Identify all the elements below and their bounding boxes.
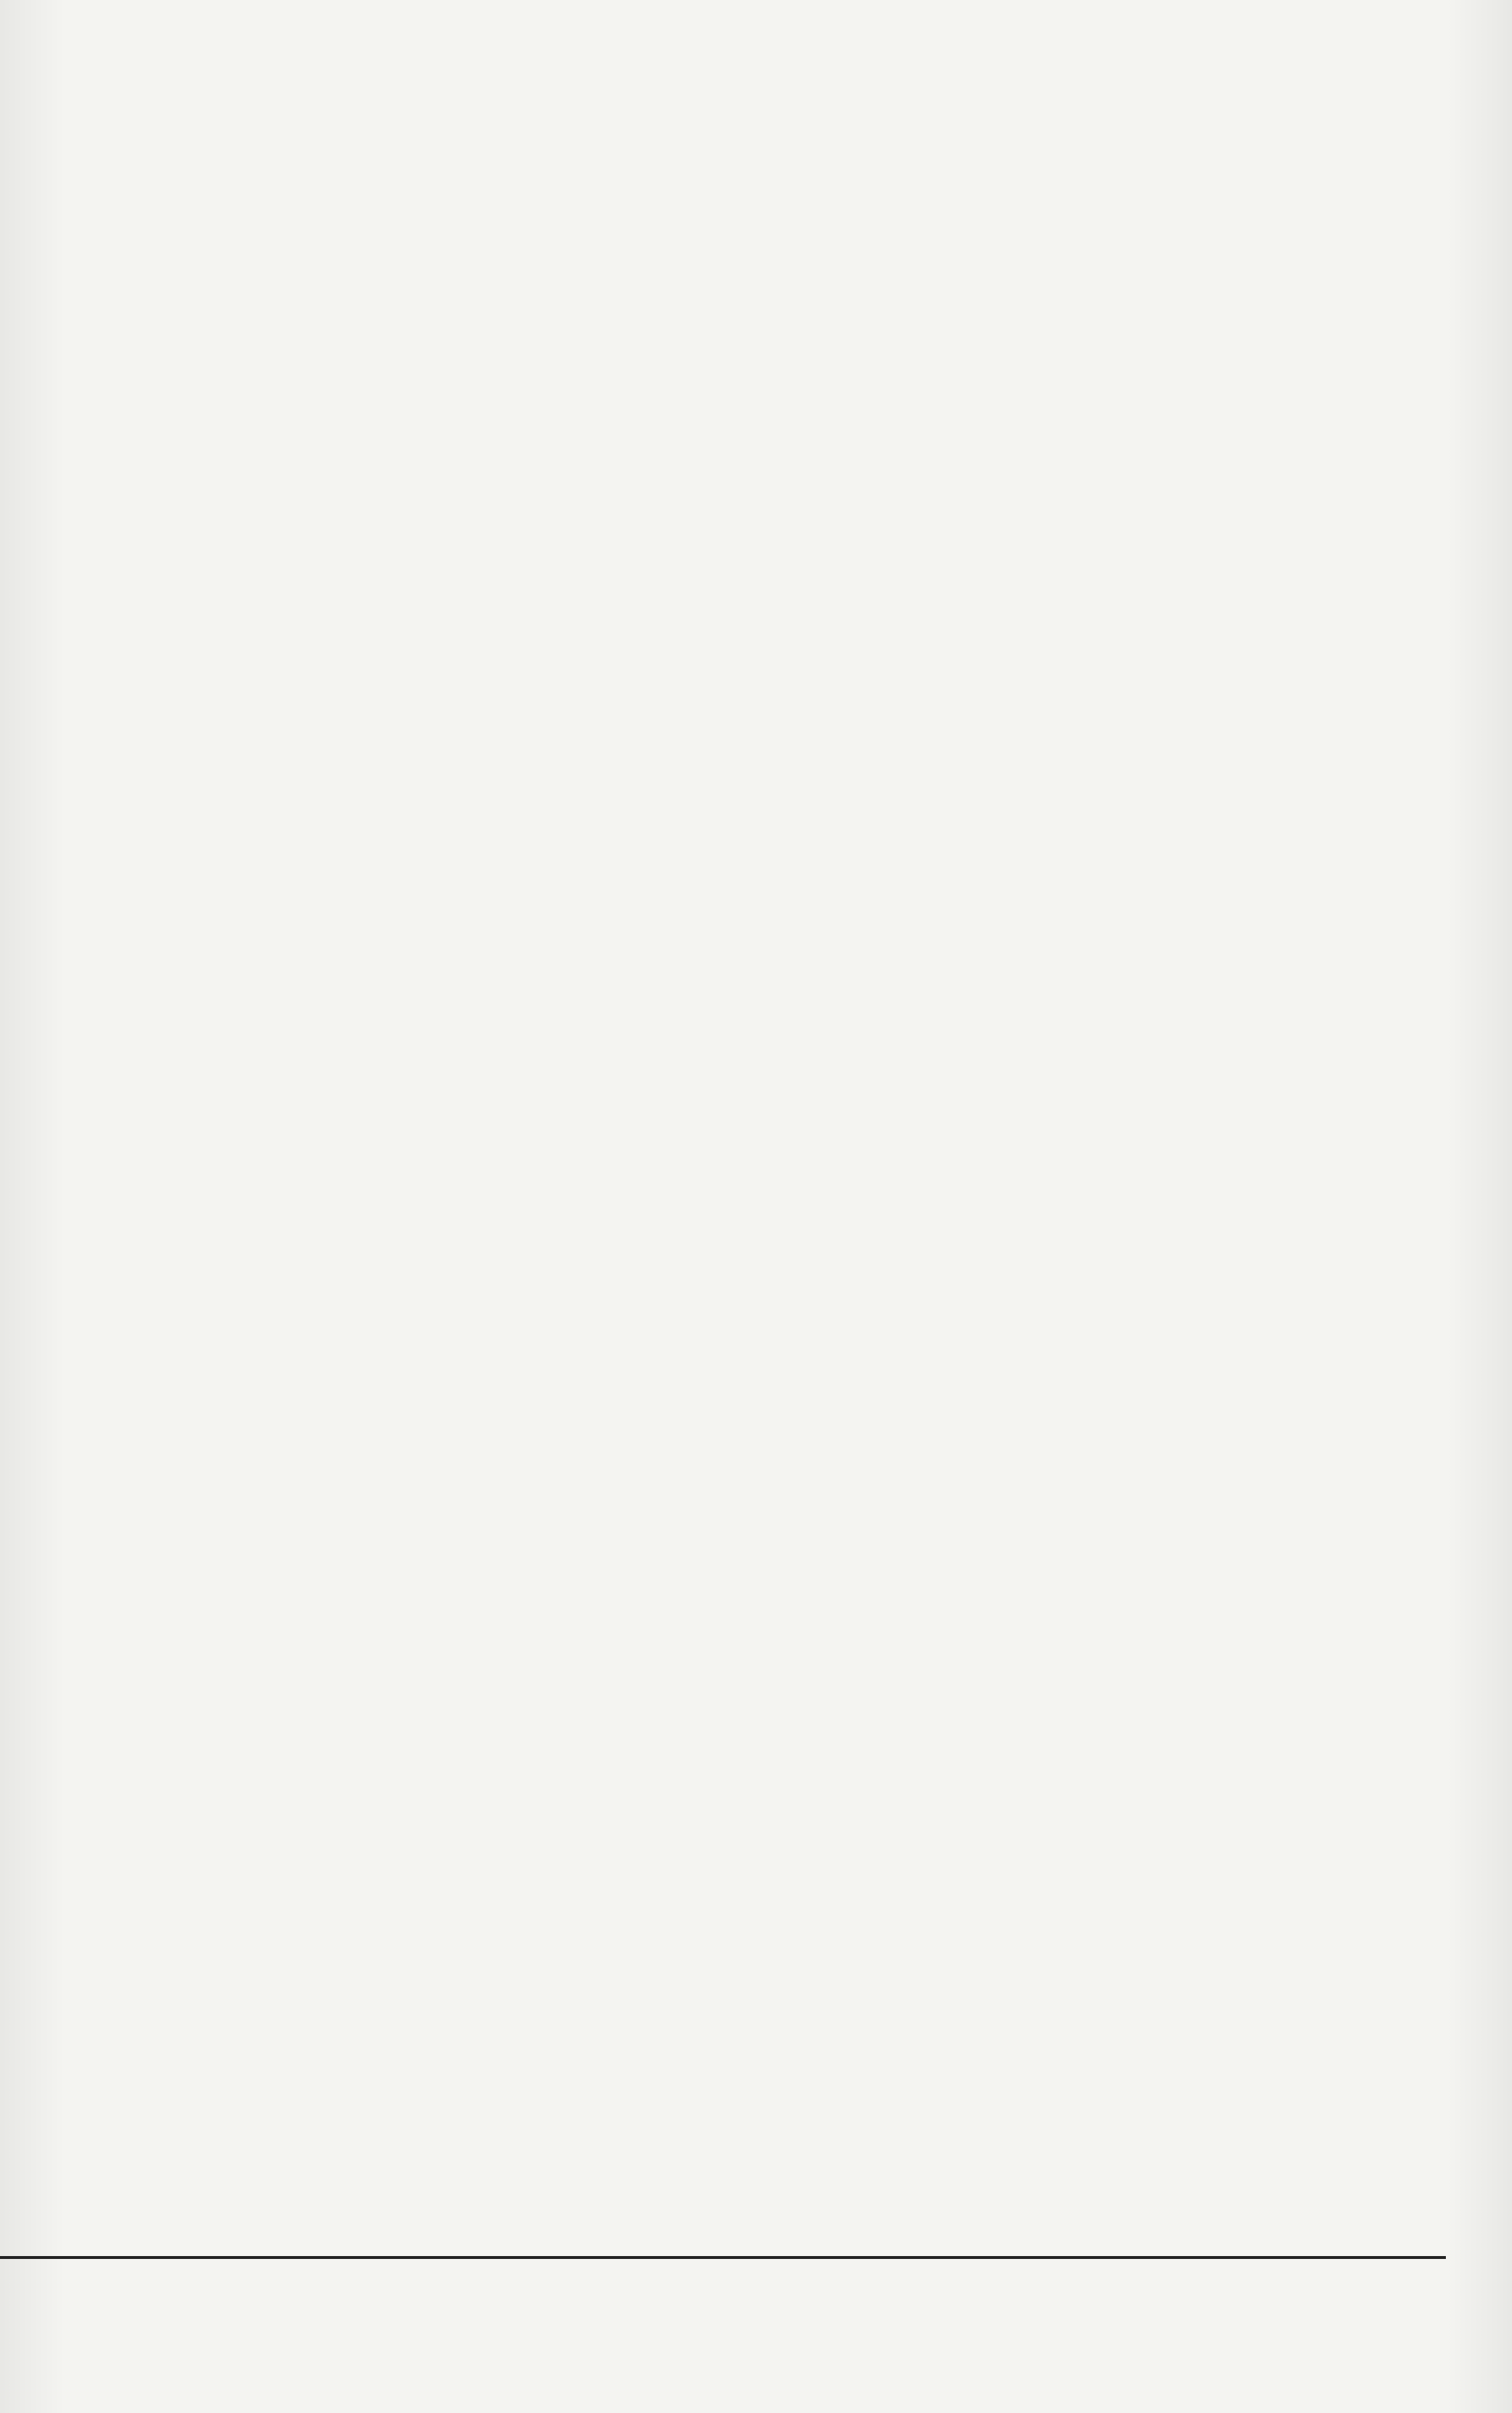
- page-footer: [44, 2267, 1424, 2332]
- scan-edge-right: [1447, 0, 1512, 2413]
- footer-rule: [0, 2256, 1446, 2259]
- handwritten-note: [480, 15, 1337, 87]
- table-of-contents: [44, 98, 1264, 2220]
